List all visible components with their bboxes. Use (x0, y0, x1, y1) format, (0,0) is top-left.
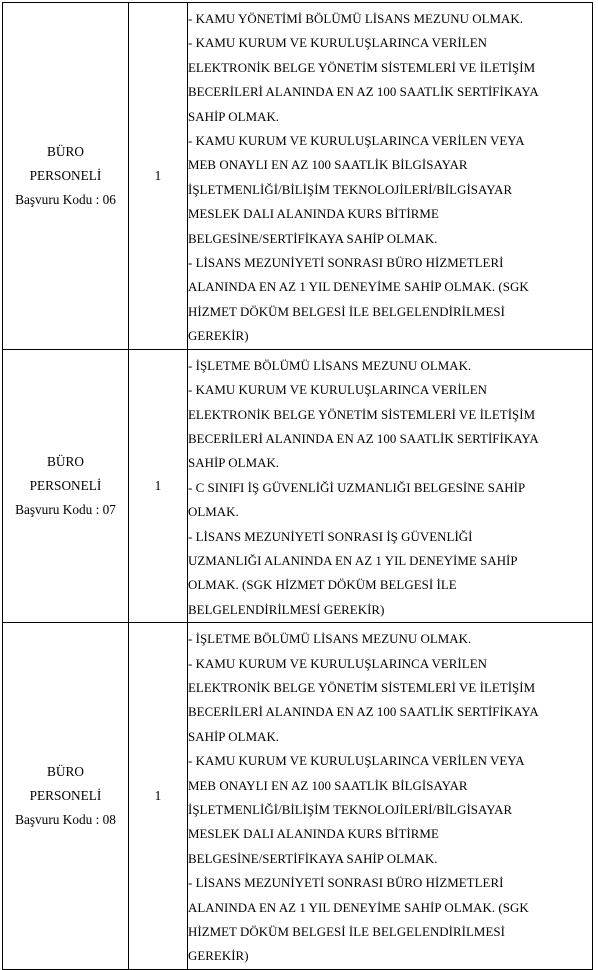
requirement-line: - İŞLETME BÖLÜMÜ LİSANS MEZUNU OLMAK. (188, 358, 472, 373)
requirement-line: ALANINDA EN AZ 1 YIL DENEYİME SAHİP OLMAK. (SGK (188, 280, 529, 295)
requirement-line: İŞLETMENLİĞİ/BİLİŞİM TEKNOLOJİLERİ/BİLGİSAYAR (188, 803, 513, 817)
requirement-line: BELGELENDİRİLMESİ GEREKİR) (188, 602, 385, 617)
requirement-line: BELGESİNE/SERTİFİKAYA SAHİP OLMAK. (188, 851, 438, 866)
requirement-line: HİZMET DÖKÜM BELGESİ İLE BELGELENDİRİLMESİ (188, 304, 505, 319)
position-title-line: PERSONELİ (29, 477, 102, 493)
position-title-line: PERSONELİ (29, 788, 102, 803)
requirement-line: İŞLETMENLİĞİ/BİLİŞİM TEKNOLOJİLERİ/BİLGİSAYAR (188, 182, 513, 197)
requirement-line: - LİSANS MEZUNİYETİ SONRASI BÜRO HİZMETLERİ (188, 256, 504, 271)
requirements-cell (188, 349, 593, 622)
requirement-line: - LİSANS MEZUNİYETİ SONRASI İŞ GÜVENLİĞİ (188, 529, 473, 544)
position-cell (3, 349, 129, 622)
requirement-line: - KAMU KURUM VE KURULUŞLARINCA VERİLEN (188, 36, 487, 51)
requirement-line: - KAMU KURUM VE KURULUŞLARINCA VERİLEN VEYA (188, 754, 525, 769)
requirement-line: ELEKTRONİK BELGE YÖNETİM SİSTEMLERİ VE İLETİŞİM (188, 680, 536, 695)
requirements-cell (188, 3, 593, 350)
requirement-line: ALANINDA EN AZ 1 YIL DENEYİME SAHİP OLMAK. (SGK (188, 900, 529, 915)
position-cell (3, 623, 129, 970)
requirement-line: SAHİP OLMAK. (188, 729, 280, 744)
table-row (3, 623, 593, 970)
requirement-line: BECERİLERİ ALANINDA EN AZ 100 SAATLİK SERTİFİKAYA (188, 431, 539, 446)
requirement-line: ELEKTRONİK BELGE YÖNETİM SİSTEMLERİ VE İLETİŞİM (188, 407, 536, 422)
requirement-line: SAHİP OLMAK. (188, 109, 280, 124)
requirement-line: - İŞLETME BÖLÜMÜ LİSANS MEZUNU OLMAK. (188, 632, 472, 647)
requirement-line: - KAMU YÖNETİMİ BÖLÜMÜ LİSANS MEZUNU OLMAK. (188, 12, 524, 26)
requirement-line: - KAMU KURUM VE KURULUŞLARINCA VERİLEN VEYA (188, 134, 525, 149)
requirement-line: - C SINIFI İŞ GÜVENLİĞİ UZMANLIĞI BELGESİNE SAHİP (188, 480, 526, 495)
requirement-line: SAHİP OLMAK. (188, 456, 280, 471)
position-count: 1 (129, 349, 188, 622)
requirement-line: MESLEK DALI ALANINDA KURS BİTİRME (188, 827, 439, 842)
requirements-cell (188, 623, 593, 970)
position-count: 1 (129, 623, 188, 970)
requirement-line: ELEKTRONİK BELGE YÖNETİM SİSTEMLERİ VE İLETİŞİM (188, 60, 536, 75)
position-count: 1 (129, 3, 188, 350)
requirement-line: - KAMU KURUM VE KURULUŞLARINCA VERİLEN (188, 383, 487, 398)
table-row (3, 349, 593, 622)
requirement-line: OLMAK. (SGK HİZMET DÖKÜM BELGESİ İLE (188, 578, 457, 593)
table-row (3, 3, 593, 350)
position-requirements-table (2, 2, 593, 970)
application-code: Başvuru Kodu : 06 (15, 191, 116, 207)
application-code: Başvuru Kodu : 07 (15, 501, 116, 517)
requirement-line: BECERİLERİ ALANINDA EN AZ 100 SAATLİK SERTİFİKAYA (188, 705, 539, 720)
position-title-line: BÜRO (47, 453, 84, 469)
requirement-line: MEB ONAYLI EN AZ 100 SAATLİK BİLGİSAYAR (188, 778, 468, 793)
application-code: Başvuru Kodu : 08 (15, 812, 116, 827)
requirement-line: MEB ONAYLI EN AZ 100 SAATLİK BİLGİSAYAR (188, 158, 468, 173)
requirement-line: - LİSANS MEZUNİYETİ SONRASI BÜRO HİZMETLERİ (188, 876, 504, 891)
position-title-line: BÜRO (47, 764, 84, 779)
position-cell (3, 3, 129, 350)
requirement-line: - KAMU KURUM VE KURULUŞLARINCA VERİLEN (188, 656, 487, 671)
requirement-line: GEREKİR) (188, 329, 249, 344)
requirement-line: HİZMET DÖKÜM BELGESİ İLE BELGELENDİRİLMESİ (188, 925, 505, 940)
requirement-line: BECERİLERİ ALANINDA EN AZ 100 SAATLİK SERTİFİKAYA (188, 85, 539, 100)
requirement-line: BELGESİNE/SERTİFİKAYA SAHİP OLMAK. (188, 231, 438, 246)
position-title-line: PERSONELİ (29, 167, 102, 183)
requirement-line: OLMAK. (188, 505, 239, 520)
requirement-line: MESLEK DALI ALANINDA KURS BİTİRME (188, 207, 439, 222)
requirement-line: GEREKİR) (188, 949, 249, 964)
requirement-line: UZMANLIĞI ALANINDA EN AZ 1 YIL DENEYİME SAHİP (188, 553, 518, 568)
position-title-line: BÜRO (47, 143, 84, 159)
